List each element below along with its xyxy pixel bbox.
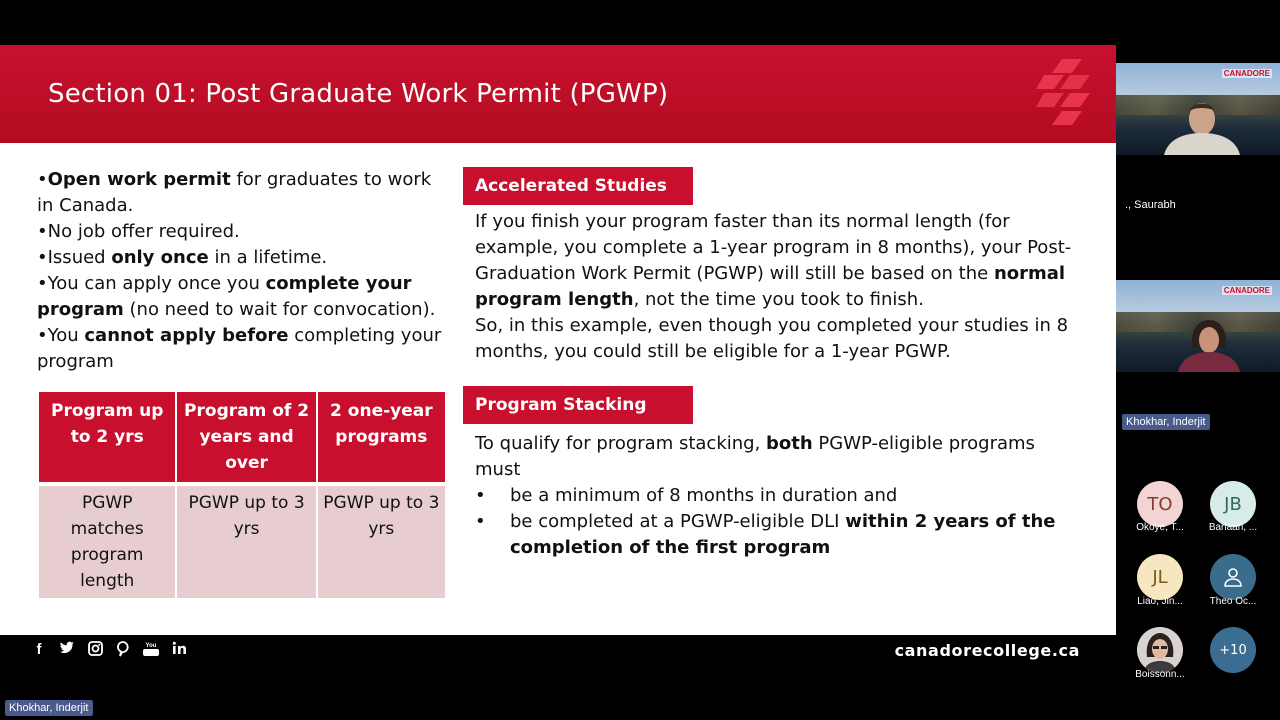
- accelerated-paragraph-1: If you finish your program faster than its normal length (for example, you complete a 1-year program in 8 months), your Post-Graduation Work Permit (PGWP) will still be based on the normal program length, not the time you took to finish.: [475, 211, 1072, 310]
- bullet-open-work-permit: •Open work permit for graduates to work in Canada.: [37, 169, 432, 216]
- participant-avatar[interactable]: TO: [1137, 481, 1183, 527]
- participant-avatar[interactable]: [1137, 627, 1183, 673]
- instagram-icon: [86, 641, 104, 661]
- participant-name: Theo Oc...: [1209, 596, 1257, 607]
- slide-title: Section 01: Post Graduate Work Permit (PGWP): [48, 79, 669, 109]
- table-header-row: [39, 392, 445, 486]
- more-participants-button[interactable]: +10: [1210, 627, 1256, 673]
- pinterest-icon: [114, 641, 132, 661]
- participant-avatar[interactable]: [1210, 554, 1256, 600]
- social-icons: [30, 641, 188, 661]
- pgwp-overview-bullets: [37, 167, 447, 375]
- participant-silhouette-icon: [1162, 97, 1242, 155]
- accelerated-paragraph-2: So, in this example, even though you completed your studies in 8 months, you could still be eligible for a 1-year PGWP.: [475, 315, 1069, 362]
- participant-name: Barlaan, ...: [1208, 522, 1258, 533]
- table-cell: PGWP up to 3 yrs: [318, 486, 445, 598]
- table-header-cell: Program of 2 years and over: [177, 392, 315, 486]
- linkedin-icon: [170, 641, 188, 661]
- bullet-apply-after-complete: •You can apply once you complete your program (no need to wait for convocation).: [37, 273, 436, 320]
- participant-avatar[interactable]: JL: [1137, 554, 1183, 600]
- stacking-bullet-1: • be a minimum of 8 months in duration and: [475, 485, 898, 506]
- participant-avatar[interactable]: JB: [1210, 481, 1256, 527]
- participant-video-tile[interactable]: [1116, 280, 1280, 372]
- slide-header: [0, 45, 1116, 143]
- canadore-logo-icon: [1036, 57, 1092, 129]
- stacking-bullet-2: • be completed at a PGWP-eligible DLI within 2 years of the completion of the first program: [475, 511, 1056, 558]
- participant-name: Boissonn...: [1135, 669, 1185, 680]
- bullet-cannot-apply-before: •You cannot apply before completing your program: [37, 325, 442, 372]
- table-cell: PGWP matches program length: [39, 486, 175, 598]
- participant-video-tile[interactable]: [1116, 63, 1280, 155]
- table-header-cell: 2 one-year programs: [318, 392, 445, 486]
- active-speaker-label: Khokhar, Inderjit: [5, 700, 93, 716]
- program-stacking-label: Program Stacking: [463, 386, 693, 424]
- canadore-logo: CANADORE: [1223, 286, 1270, 295]
- participant-photo-icon: [1137, 627, 1183, 673]
- program-stacking-text: [475, 431, 1075, 561]
- shared-slide: [0, 45, 1116, 635]
- canadore-logo: CANADORE: [1223, 69, 1270, 78]
- table-header-cell: Program up to 2 yrs: [39, 392, 175, 486]
- user-icon: [1222, 566, 1244, 588]
- youtube-icon: [142, 641, 160, 661]
- facebook-icon: f: [36, 641, 42, 658]
- stacking-intro: To qualify for program stacking, both PGWP-eligible programs must: [475, 433, 1035, 480]
- bullet-no-job-offer: •No job offer required.: [37, 221, 240, 242]
- twitter-icon: [58, 641, 76, 661]
- table-cell: PGWP up to 3 yrs: [177, 486, 315, 598]
- participant-name: Liao, Jin...: [1137, 596, 1183, 607]
- participant-name: ., Saurabh: [1125, 199, 1176, 211]
- accelerated-studies-text: [475, 209, 1075, 365]
- pgwp-duration-table: [37, 392, 447, 598]
- participant-name: Okoye, T...: [1136, 522, 1184, 533]
- slide-footer: [0, 635, 1116, 667]
- participant-name: Khokhar, Inderjit: [1122, 414, 1210, 430]
- website-url: canadorecollege.ca: [894, 641, 1080, 660]
- svg-text:You: You: [145, 643, 157, 649]
- bullet-issued-once: •Issued only once in a lifetime.: [37, 247, 328, 268]
- participant-silhouette-icon: [1174, 318, 1244, 372]
- accelerated-studies-label: Accelerated Studies: [463, 167, 693, 205]
- table-row: [39, 486, 445, 598]
